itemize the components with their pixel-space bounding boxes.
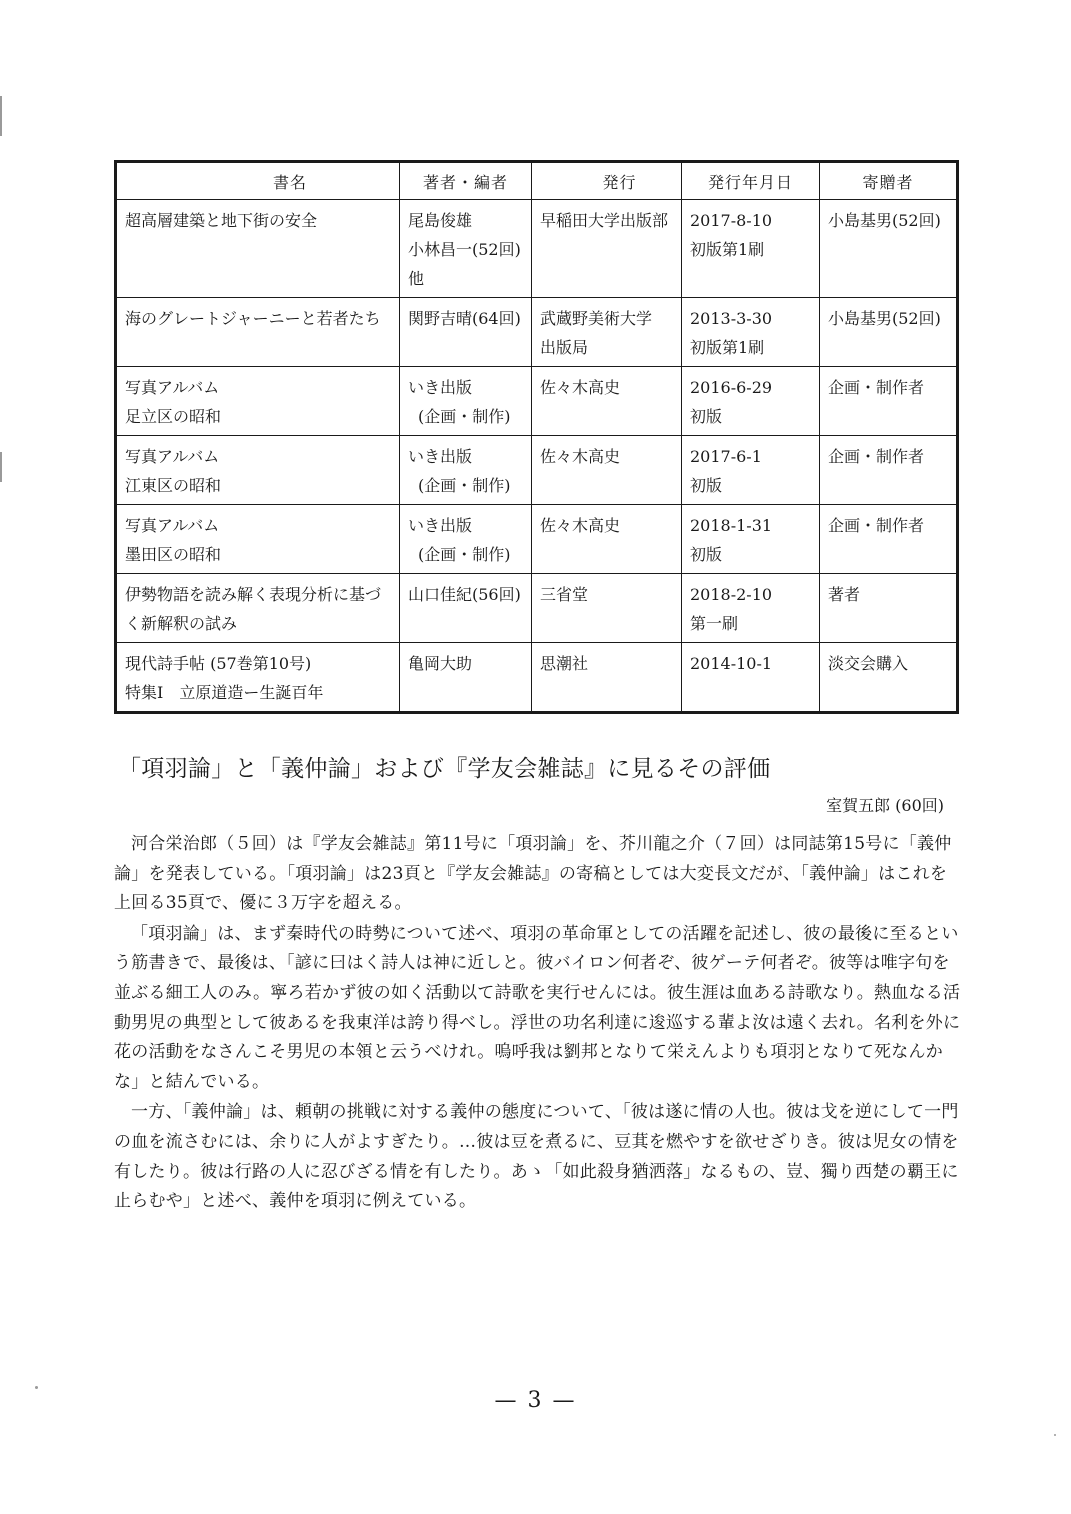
cell-author <box>400 200 532 298</box>
cell-title-line: 伊勢物語を読み解く表現分析に基づ <box>125 585 382 604</box>
cell-donor <box>820 298 958 367</box>
cell-date-line: 初版第1刷 <box>690 338 765 357</box>
cell-publisher-line: 三省堂 <box>540 585 589 604</box>
cell-publisher <box>532 436 682 505</box>
cell-date-line: 初版 <box>690 476 723 495</box>
cell-date <box>682 298 820 367</box>
article-paragraph: 「項羽論」は、まず秦時代の時勢について述べ、項羽の革命軍としての活躍を記述し、彼の最後に至るという筋書きで、最後は、「諺に曰はく詩人は神に近しと。彼バイロン何者ぞ、彼ゲーテ何者ぞ。彼等は唯字句を並ぶる細工人のみ。寧ろ若かず彼の如く活動以て詩歌を実行せんには。彼生涯は血ある詩歌なり。熱血なる活動男児の典型として彼あるを我東洋は誇り得べし。浮世の功名利達に逡巡する輩よ汝は遠く去れ。名利を外に花の活動をなさんこそ男児の本領と云うべけれ。嗚呼我は劉邦となりて栄えんよりも項羽となりて死なんかな」と結んでいる。 <box>114 923 961 1092</box>
cell-publisher <box>532 505 682 574</box>
cell-donor <box>820 367 958 436</box>
cell-donor <box>820 436 958 505</box>
column-header-donor: 寄贈者 <box>820 162 958 200</box>
cell-publisher <box>532 298 682 367</box>
cell-title <box>116 298 400 367</box>
cell-title <box>116 367 400 436</box>
cell-publisher-line: 早稲田大学出版部 <box>540 211 669 230</box>
cell-donor-line: 小島基男(52回) <box>828 309 941 328</box>
column-header-title: 書名 <box>116 162 400 200</box>
cell-author-line: 関野吉晴(64回) <box>408 309 521 328</box>
cell-date-line: 2018-2-10 <box>690 585 773 604</box>
article-paragraph: 河合栄治郎（５回）は『学友会雑誌』第11号に「項羽論」を、芥川龍之介（７回）は同誌第15号に「義仲論」を発表している。「項羽論」は23頁と『学友会雑誌』の寄稿としては大変長文だが、「義仲論」はこれを上回る35頁で、優に３万字を超える。 <box>114 834 952 914</box>
cell-donor-line: 企画・制作者 <box>828 447 925 466</box>
cell-publisher-line: 佐々木高史 <box>540 447 621 466</box>
cell-author-line: (企画・制作) <box>418 407 511 426</box>
cell-title-line: 写真アルバム <box>125 447 220 466</box>
table-row <box>116 200 958 298</box>
column-header-publisher: 発行 <box>532 162 682 200</box>
cell-author-line: 亀岡大助 <box>408 654 473 673</box>
cell-date-line: 初版第1刷 <box>690 240 765 259</box>
cell-date-line: 2016-6-29 <box>690 378 773 397</box>
cell-title-line: 足立区の昭和 <box>125 407 222 426</box>
scan-edge-mark <box>0 96 2 136</box>
table-header-row <box>116 162 958 200</box>
cell-title-line: 超高層建築と地下街の安全 <box>125 211 318 230</box>
table-row <box>116 643 958 713</box>
cell-author-line: (企画・制作) <box>418 476 511 495</box>
cell-donor <box>820 643 958 713</box>
article-paragraph: 一方、「義仲論」は、頼朝の挑戦に対する義仲の態度について、「彼は遂に情の人也。彼は戈を逆にして一門の血を流さむには、余りに人がよすぎたり。…彼は豆を煮るに、豆萁を燃やすを欲せざりき。彼は児女の情を有したり。彼は行路の人に忍びざる情を有したり。あゝ「如此殺身猶洒落」なるもの、豈、獨り西楚の覇王に止らむや」と述べ、義仲を項羽に例えている。 <box>114 1102 959 1212</box>
cell-title <box>116 643 400 713</box>
cell-author <box>400 643 532 713</box>
cell-date <box>682 436 820 505</box>
cell-publisher <box>532 200 682 298</box>
table-row <box>116 574 958 643</box>
cell-publisher <box>532 643 682 713</box>
cell-donor-line: 小島基男(52回) <box>828 211 941 230</box>
cell-author-line: いき出版 <box>408 516 473 535</box>
page-number: — 3 — <box>494 1388 577 1413</box>
cell-date <box>682 200 820 298</box>
cell-date-line: 初版 <box>690 545 723 564</box>
cell-date-line: 2014-10-1 <box>690 654 773 673</box>
table-row <box>116 436 958 505</box>
cell-date <box>682 643 820 713</box>
cell-publisher-line: 思潮社 <box>540 654 589 673</box>
table-row <box>116 505 958 574</box>
cell-author-line: 小林昌一(52回) <box>408 240 521 259</box>
cell-author-line: (企画・制作) <box>418 545 511 564</box>
cell-author-line: 他 <box>408 269 425 288</box>
cell-title <box>116 505 400 574</box>
cell-date-line: 2018-1-31 <box>690 516 773 535</box>
cell-title-line: く新解釈の試み <box>125 614 238 633</box>
cell-date-line: 第一刷 <box>690 614 739 633</box>
cell-publisher <box>532 574 682 643</box>
cell-date-line: 初版 <box>690 407 723 426</box>
cell-author-line: いき出版 <box>408 378 473 397</box>
cell-date-line: 2013-3-30 <box>690 309 773 328</box>
cell-date <box>682 367 820 436</box>
cell-publisher-line: 佐々木高史 <box>540 516 621 535</box>
cell-title-line: 墨田区の昭和 <box>125 545 222 564</box>
column-header-author: 著者・編者 <box>400 162 532 200</box>
cell-author-line: いき出版 <box>408 447 473 466</box>
cell-donor <box>820 574 958 643</box>
cell-donor-line: 淡交会購入 <box>828 654 909 673</box>
cell-title <box>116 574 400 643</box>
cell-title-line: 江東区の昭和 <box>125 476 222 495</box>
scan-speck <box>1054 1434 1056 1436</box>
cell-publisher-line: 武蔵野美術大学 <box>540 309 653 328</box>
cell-author-line: 山口佳紀(56回) <box>408 585 521 604</box>
cell-title-line: 現代詩手帖 (57巻第10号) <box>125 654 312 673</box>
cell-donor-line: 企画・制作者 <box>828 516 925 535</box>
cell-title-line: 特集Ⅰ 立原道造ー生誕百年 <box>125 683 324 702</box>
cell-date <box>682 574 820 643</box>
cell-author <box>400 298 532 367</box>
cell-donor-line: 企画・制作者 <box>828 378 925 397</box>
cell-donor <box>820 200 958 298</box>
article-body <box>114 830 962 1218</box>
article-author: 室賀五郎 (60回) <box>826 796 944 815</box>
article-title: 「項羽論」と「義仲論」および『学友会雑誌』に見るその評価 <box>118 756 771 782</box>
cell-author <box>400 436 532 505</box>
table-row <box>116 367 958 436</box>
cell-author <box>400 574 532 643</box>
cell-title <box>116 200 400 298</box>
cell-title-line: 写真アルバム <box>125 516 220 535</box>
cell-date <box>682 505 820 574</box>
cell-publisher-line: 佐々木高史 <box>540 378 621 397</box>
cell-title-line: 写真アルバム <box>125 378 220 397</box>
cell-publisher-line: 出版局 <box>540 338 589 357</box>
donated-books-table <box>114 160 959 714</box>
cell-author <box>400 367 532 436</box>
cell-author <box>400 505 532 574</box>
cell-author-line: 尾島俊雄 <box>408 211 473 230</box>
column-header-date: 発行年月日 <box>682 162 820 200</box>
cell-donor <box>820 505 958 574</box>
cell-date-line: 2017-8-10 <box>690 211 773 230</box>
cell-title <box>116 436 400 505</box>
scan-edge-mark <box>0 452 2 482</box>
cell-publisher <box>532 367 682 436</box>
table-row <box>116 298 958 367</box>
cell-title-line: 海のグレートジャーニーと若者たち <box>125 309 381 328</box>
cell-donor-line: 著者 <box>828 585 861 604</box>
cell-date-line: 2017-6-1 <box>690 447 762 466</box>
